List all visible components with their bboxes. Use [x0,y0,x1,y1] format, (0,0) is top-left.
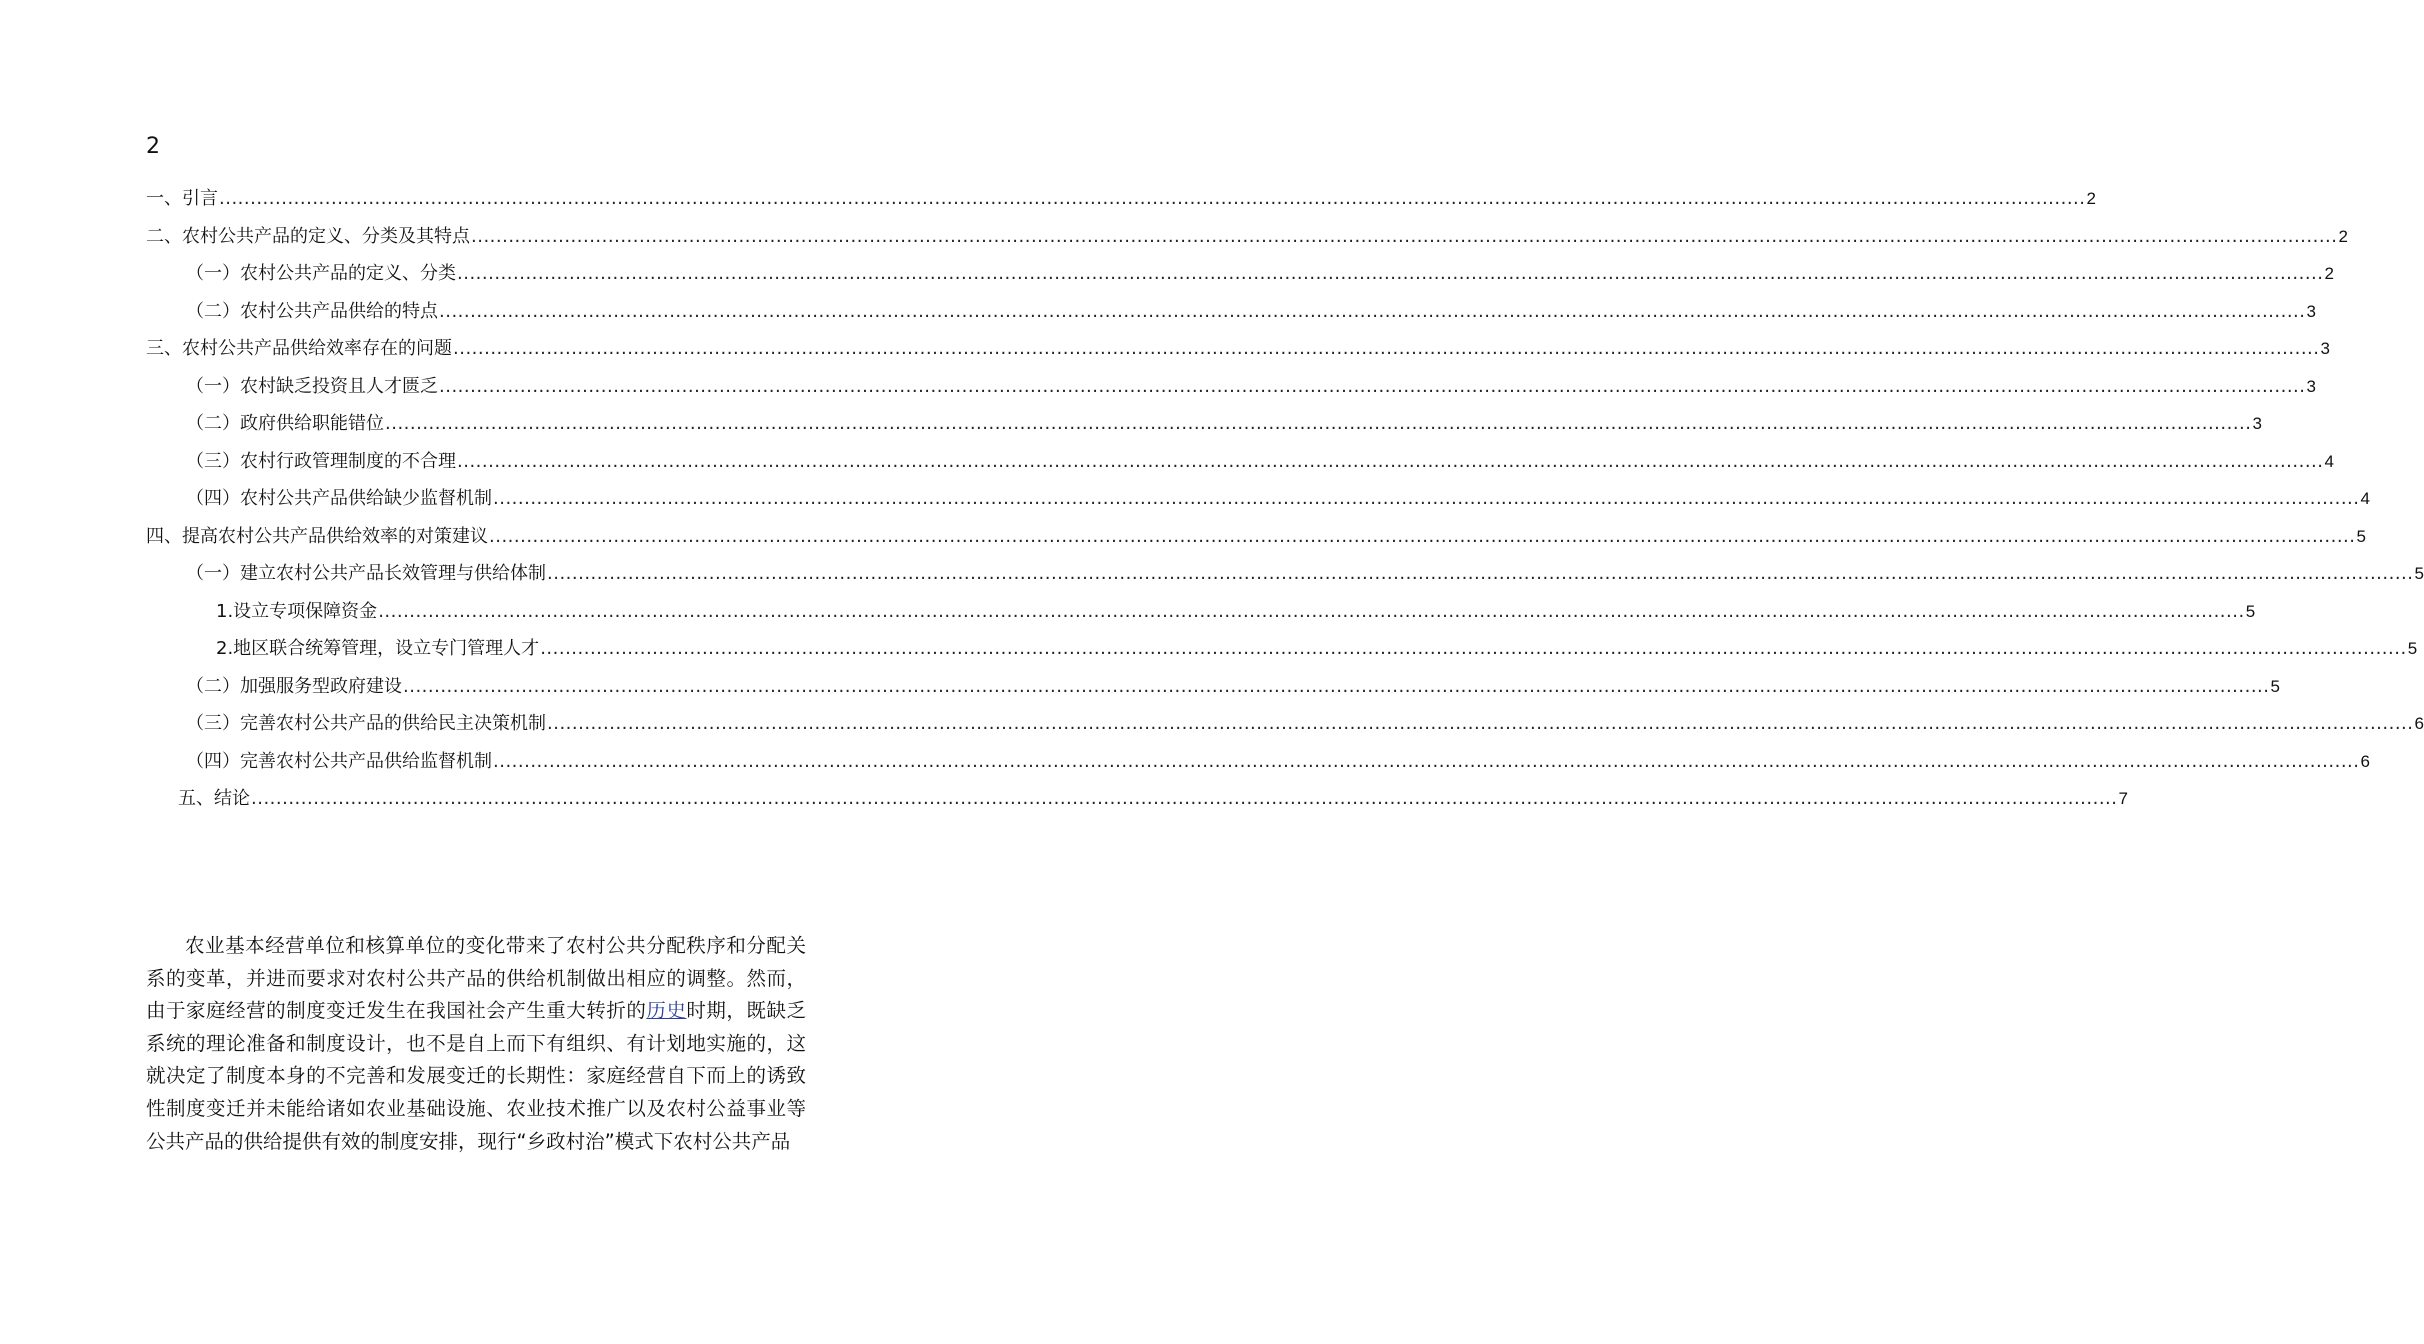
toc-dot-leader: ............................................................................................................................................................................................................................................................................................................ [547,563,2414,584]
toc-entry-label: （一）建立农村公共产品长效管理与供给体制 [186,563,546,584]
toc-entry[interactable] [146,293,2316,331]
toc-entry[interactable] [146,330,2330,368]
toc-entry-page: 2 [2338,226,2348,246]
toc-entry-page: 3 [2252,414,2262,433]
toc-entry-page: 6 [2414,714,2424,733]
toc-dot-leader: ............................................................................................................................................................................................................................................................................................................ [493,750,2360,772]
toc-entry-label: 四、提高农村公共产品供给效率的对策建议 [146,525,488,547]
toc-entry-label: 三、农村公共产品供给效率存在的问题 [146,338,452,359]
toc-entry-page: 5 [2414,564,2424,583]
toc-entry[interactable] [146,180,2096,218]
toc-dot-leader: ............................................................................................................................................................................................................................................................................................................ [385,413,2252,434]
toc-dot-leader: ............................................................................................................................................................................................................................................................................................................ [457,263,2324,284]
toc-dot-leader: ............................................................................................................................................................................................................................................................................................................ [453,338,2320,359]
toc-entry-label: （三）农村行政管理制度的不合理 [186,450,456,472]
toc-entry-label: 一、引言 [146,188,218,209]
toc-dot-leader: ............................................................................................................................................................................................................................................................................................................ [439,300,2306,322]
toc-entry-page: 6 [2360,751,2370,771]
toc-entry[interactable] [146,480,2370,518]
toc-entry[interactable] [146,255,2334,293]
table-of-contents [146,180,2424,818]
toc-entry-page: 2 [2324,264,2334,283]
toc-entry-page: 5 [2245,601,2256,621]
toc-entry[interactable] [146,368,2316,406]
toc-entry-label: 2.地区联合统筹管理，设立专门管理人才 [216,638,540,659]
toc-entry[interactable] [146,443,2334,481]
toc-dot-leader: ............................................................................................................................................................................................................................................................................................................ [251,788,2118,809]
toc-dot-leader: ............................................................................................................................................................................................................................................................................................................ [540,638,2407,659]
toc-entry-page: 5 [2270,676,2280,696]
toc-entry-label: （一）农村公共产品的定义、分类 [186,263,456,284]
body-text-start: 农业基本经营单位和核算单位的变化带来了农村公共分配秩序和分配关系的变革，并进而要求对农村公共产品的供给机制做出相应的调整。然而，由于家庭经营的制度变迁发生在我国社会产生重大转折的 [146,934,806,1023]
toc-entry[interactable] [146,780,2128,818]
toc-entry-label: 1.设立专项保障资金 [216,600,378,622]
toc-dot-leader: ............................................................................................................................................................................................................................................................................................................ [489,525,2356,547]
toc-dot-leader: ............................................................................................................................................................................................................................................................................................................ [457,450,2324,472]
toc-entry-label: （四）完善农村公共产品供给监督机制 [186,750,492,772]
toc-entry-page: 5 [2356,526,2366,546]
toc-entry-page: 7 [2118,789,2128,808]
toc-entry[interactable] [146,668,2280,706]
toc-entry-page: 3 [2320,339,2330,358]
body-text-end: 时期，既缺乏系统的理论准备和制度设计，也不是自上而下有组织、有计划地实施的，这就决定了制度本身的不完善和发展变迁的长期性：家庭经营自下而上的诱致性制度变迁并未能给诸如农业基础设施、农业技术推广以及农村公益事业等公共产品的供给提供有效的制度安排，现行“乡政村治”模式下农村公共产品 [146,999,806,1153]
toc-entry-page: 3 [2306,301,2316,321]
toc-dot-leader: ............................................................................................................................................................................................................................................................................................................ [403,675,2270,697]
toc-entry-page: 5 [2407,639,2418,658]
toc-entry-label: 二、农村公共产品的定义、分类及其特点 [146,225,470,247]
toc-dot-leader: ............................................................................................................................................................................................................................................................................................................ [493,488,2360,509]
toc-entry-label: （四）农村公共产品供给缺少监督机制 [186,488,492,509]
toc-entry-page: 4 [2324,451,2334,471]
toc-entry[interactable] [146,743,2370,781]
toc-entry[interactable] [146,705,2424,743]
history-link[interactable]: 历史 [646,999,687,1023]
toc-entry-label: （三）完善农村公共产品的供给民主决策机制 [186,713,546,734]
toc-dot-leader: ............................................................................................................................................................................................................................................................................................................ [378,600,2245,622]
toc-entry[interactable] [146,593,2256,631]
toc-entry-label: （二）政府供给职能错位 [186,413,384,434]
toc-entry-label: （二）加强服务型政府建设 [186,675,402,697]
toc-entry-label: （一）农村缺乏投资且人才匮乏 [186,375,438,397]
toc-entry[interactable] [146,555,2424,593]
toc-entry-label: （二）农村公共产品供给的特点 [186,300,438,322]
toc-entry-page: 3 [2306,376,2316,396]
toc-dot-leader: ............................................................................................................................................................................................................................................................................................................ [439,375,2306,397]
toc-entry[interactable] [146,630,2418,668]
toc-entry-page: 2 [2086,189,2096,208]
toc-entry-page: 4 [2360,489,2370,508]
toc-entry-label: 五、结论 [178,788,250,809]
toc-entry[interactable] [146,218,2348,256]
body-paragraph [146,930,806,1158]
toc-entry[interactable] [146,518,2366,556]
toc-entry[interactable] [146,405,2262,443]
toc-dot-leader: ............................................................................................................................................................................................................................................................................................................ [471,225,2338,247]
page-number: 2 [146,134,160,159]
toc-dot-leader: ............................................................................................................................................................................................................................................................................................................ [547,713,2414,734]
toc-dot-leader: ............................................................................................................................................................................................................................................................................................................ [219,188,2086,209]
